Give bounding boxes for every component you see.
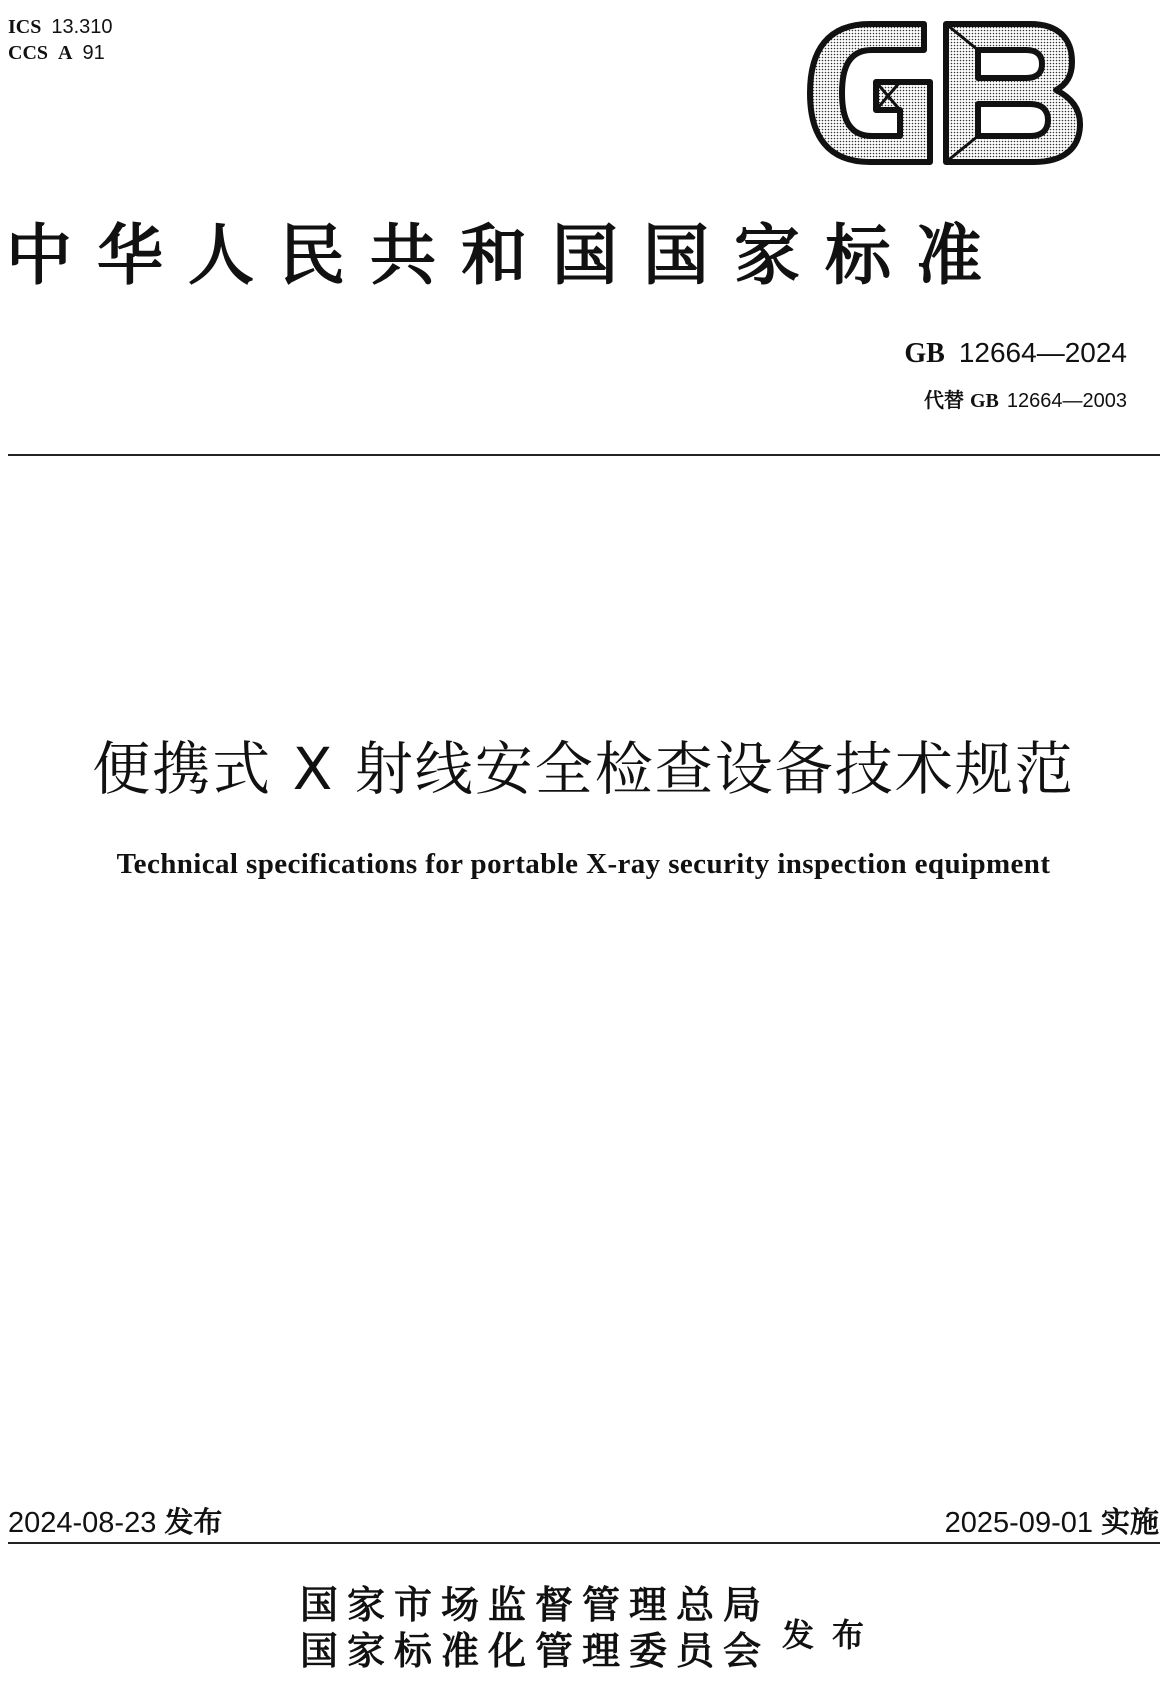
issuer-line-2: 国家标准化管理委员会 <box>300 1629 771 1673</box>
ics-row <box>8 14 113 40</box>
ccs-sub: A <box>58 42 73 64</box>
issuer-line-1: 国家市场监督管理总局 <box>300 1583 771 1627</box>
document-title-cn: 便携式 X 射线安全检查设备技术规范 <box>92 735 1075 803</box>
ccs-row <box>8 40 113 66</box>
footer-divider <box>8 1542 1160 1544</box>
replaces-code: 12664—2003 <box>1006 390 1127 412</box>
classification-codes <box>8 14 113 66</box>
national-standard-title: 中华人民共和国国家标准 <box>6 217 1007 294</box>
issue-label: 发布 <box>164 1505 223 1539</box>
standard-code: 12664—2024 <box>958 337 1127 368</box>
document-title-en: Technical specifications for portable X-ray security inspection equipment <box>116 848 1051 880</box>
replaces-label: 代替 <box>923 388 964 412</box>
ccs-code: 91 <box>82 42 105 64</box>
ics-code: 13.310 <box>51 16 113 38</box>
publish-label: 发布 <box>782 1616 883 1654</box>
ics-label: ICS <box>8 16 42 38</box>
impl-label: 实施 <box>1100 1505 1159 1539</box>
gb-logo <box>806 20 1086 166</box>
standard-number <box>904 336 1127 370</box>
header-divider <box>8 454 1160 456</box>
implementation-date <box>945 1500 1159 1541</box>
issue-date-value: 2024-08-23 <box>8 1507 157 1539</box>
replaces-standard <box>924 384 1127 413</box>
issuing-authorities <box>300 1582 770 1674</box>
impl-date-value: 2025-09-01 <box>944 1507 1093 1539</box>
standard-prefix: GB <box>904 338 945 369</box>
replaces-prefix: GB <box>969 390 999 412</box>
issue-date <box>8 1500 222 1541</box>
ccs-label: CCS <box>8 42 49 64</box>
